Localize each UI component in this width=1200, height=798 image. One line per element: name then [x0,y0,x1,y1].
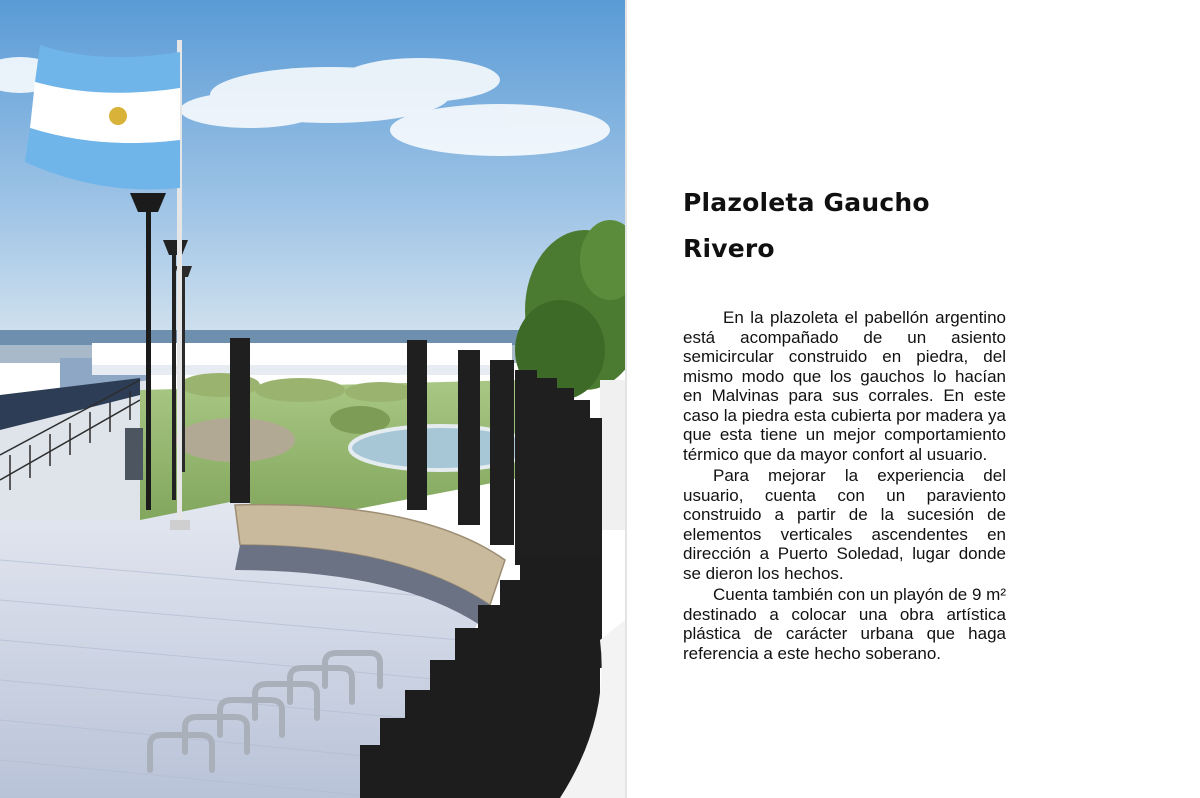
trash-bin [125,428,143,480]
body-text [683,308,1006,663]
paragraph-1: En la plazoleta el pabellón argentino está acompañado de un asiento semicircular construido en piedra, del mismo modo que los gauchos lo hacían en Malvinas para sus corrales. En este caso la piedra esta cubierta por madera ya que esta tiene un mejor comportamiento térmico que da mayor confort al usuario. [683,308,1006,464]
paragraph-2: Para mejorar la experiencia del usuario, cuenta con un paraviento construido a partir de la sucesión de elementos verticales ascendentes en dirección a Puerto Soledad, lugar donde se dieron los hechos. [683,466,1006,583]
page-divider [625,0,627,798]
text-column [683,180,1006,665]
paragraph-3: Cuenta también con un playón de 9 m² destinado a colocar una obra artística plástica de carácter urbana que haga referencia a este hecho soberano. [683,585,1006,663]
sun-of-may-icon [109,107,127,125]
title-line-2: Rivero [683,234,775,263]
page-title [683,180,1006,272]
title-line-1: Plazoleta Gaucho [683,188,930,217]
